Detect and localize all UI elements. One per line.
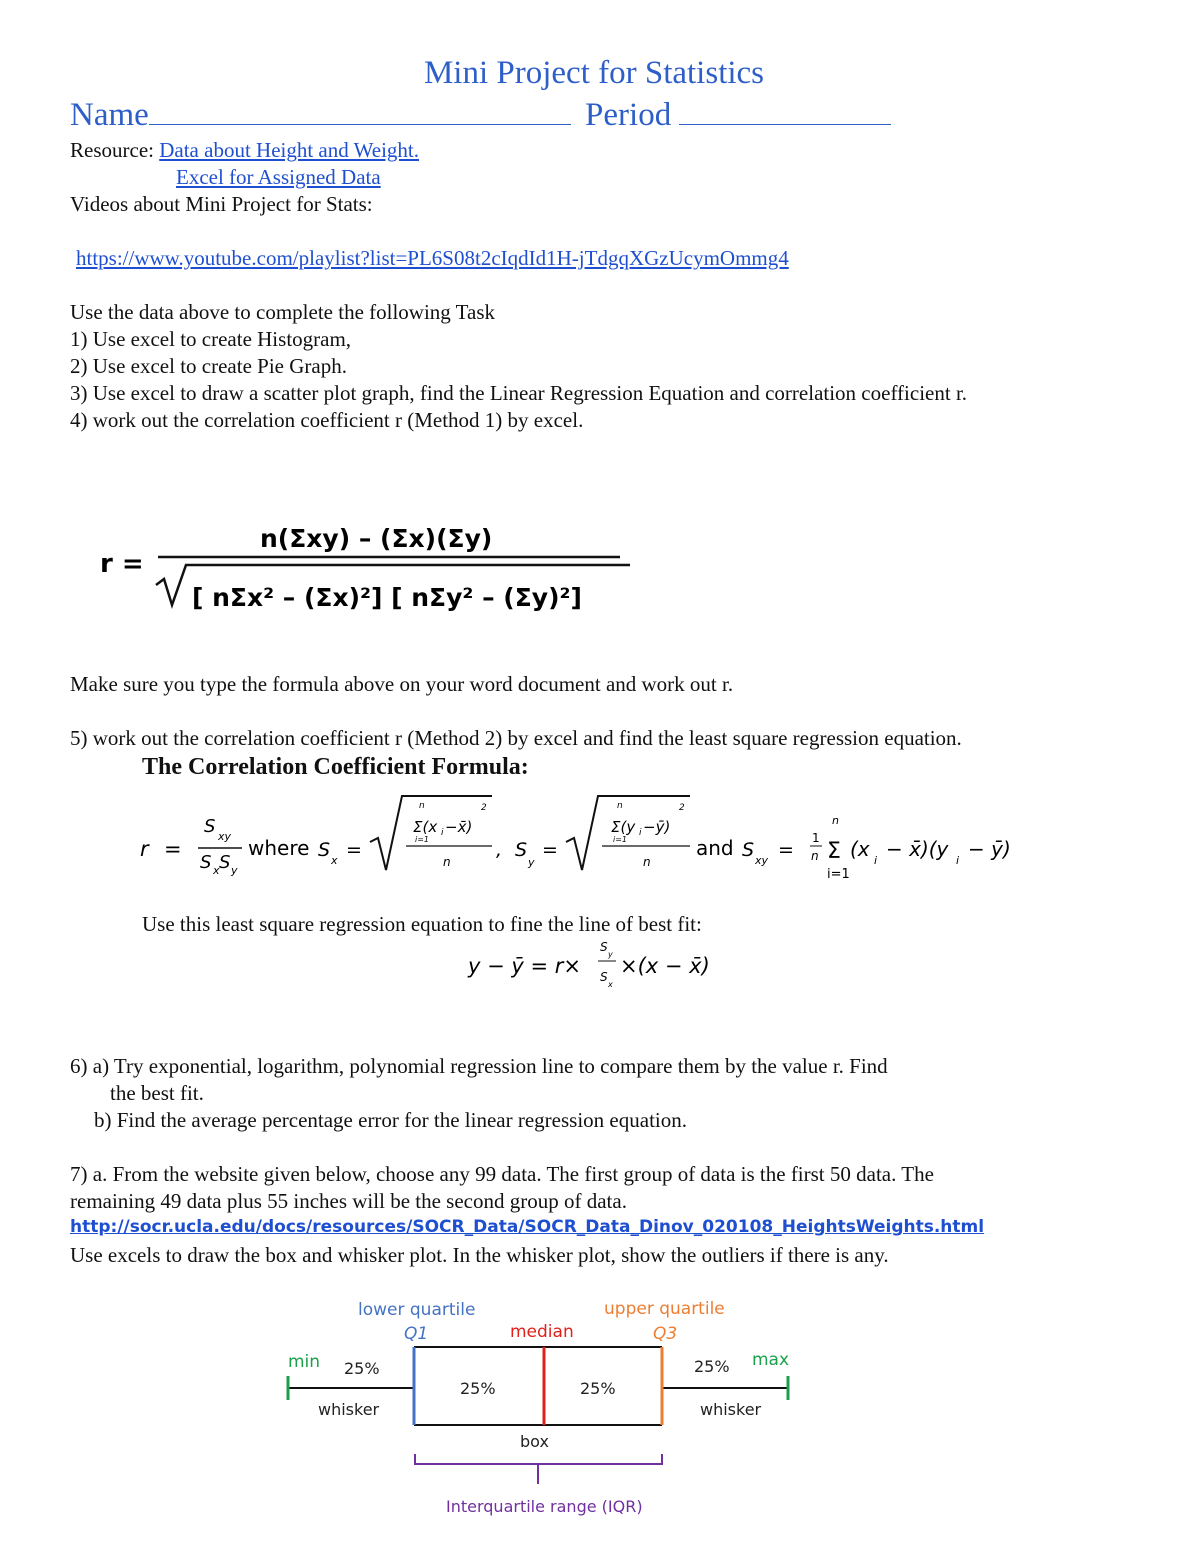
svg-text:=: = — [346, 839, 362, 861]
resource-label: Resource: — [70, 138, 154, 162]
svg-text:i: i — [639, 828, 642, 838]
svg-text:i=1: i=1 — [827, 867, 850, 882]
svg-text:n: n — [832, 814, 839, 827]
svg-text:− x̄)(y: − x̄)(y — [886, 837, 949, 861]
svg-text:S: S — [600, 970, 608, 984]
correlation-heading: The Correlation Coefficient Formula: — [142, 754, 529, 780]
iqr-bracket — [415, 1454, 662, 1464]
svg-text:n: n — [643, 855, 651, 869]
tasks-intro: Use the data above to complete the following Task — [70, 300, 496, 324]
svg-text:i=1: i=1 — [613, 835, 628, 844]
box-label: box — [520, 1432, 549, 1451]
task-1: 1) Use excel to create Histogram, — [70, 327, 352, 351]
svg-text:y: y — [608, 950, 613, 959]
pct-right: 25% — [694, 1357, 730, 1376]
name-label: Name — [70, 97, 149, 133]
task-6a-line1: 6) a) Try exponential, logarithm, polynomial regression line to compare them by the value r. Find — [70, 1054, 888, 1078]
period-label: Period — [585, 97, 672, 133]
svg-text:S: S — [600, 940, 608, 954]
svg-text:=: = — [778, 839, 794, 861]
formula-lhs: r = — [100, 549, 144, 579]
and-label: and — [696, 836, 734, 860]
upper-quartile-label: upper quartile — [604, 1299, 725, 1319]
svg-text:i: i — [441, 828, 444, 838]
task-4: 4) work out the correlation coefficient r (Method 1) by excel. — [70, 408, 584, 432]
svg-text:n: n — [443, 855, 451, 869]
task-7a-line2: remaining 49 data plus 55 inches will be the second group of data. — [70, 1189, 627, 1213]
task-6a-line2: the best fit. — [110, 1081, 204, 1105]
formula-denominator: [ nΣx² – (Σx)²] [ nΣy² – (Σy)²] — [192, 583, 582, 612]
task-6b: b) Find the average percentage error for the linear regression equation. — [94, 1108, 687, 1132]
svg-text:x: x — [331, 854, 338, 867]
svg-text:−x̄): −x̄) — [445, 818, 473, 836]
task-7b: Use excels to draw the box and whisker plot. In the whisker plot, show the outliers if there is any. — [70, 1243, 889, 1267]
median-label: median — [510, 1322, 574, 1342]
regression-equation — [460, 935, 740, 995]
svg-text:,: , — [496, 839, 503, 861]
min-label: min — [288, 1352, 321, 1372]
pearson-formula — [90, 505, 650, 625]
svg-text:i: i — [874, 854, 878, 867]
svg-text:n: n — [419, 801, 425, 811]
svg-text:S: S — [204, 816, 216, 837]
regression-intro: Use this least square regression equation to fine the line of best fit: — [142, 912, 702, 936]
svg-text:y: y — [231, 864, 238, 877]
resource-line — [70, 137, 419, 164]
svg-text:=: = — [164, 837, 182, 861]
whisker-left-label: whisker — [318, 1400, 380, 1419]
q1-label: Q1 — [404, 1324, 429, 1344]
svg-text:=: = — [542, 839, 558, 861]
svg-text:y − ȳ = r×: y − ȳ = r× — [468, 954, 581, 978]
svg-text:Σ(y: Σ(y — [611, 818, 636, 836]
name-blank[interactable] — [149, 96, 571, 125]
page-title: Mini Project for Statistics — [423, 55, 765, 91]
svg-text:2: 2 — [679, 803, 685, 813]
task-7a-line1: 7) a. From the website given below, choose any 99 data. The first group of data is the first 50 data. The — [70, 1162, 934, 1186]
videos-label: Videos about Mini Project for Stats: — [70, 192, 373, 216]
pct-box-right: 25% — [580, 1379, 616, 1398]
svg-text:Σ(x: Σ(x — [413, 818, 438, 836]
name-row — [70, 96, 891, 134]
svg-text:S: S — [200, 852, 212, 873]
svg-text:x: x — [213, 864, 220, 877]
svg-text:i=1: i=1 — [415, 835, 430, 844]
lower-quartile-label: lower quartile — [358, 1300, 476, 1320]
svg-text:S: S — [742, 839, 755, 861]
correlation-formula — [130, 788, 1030, 888]
where-label: where — [248, 836, 310, 860]
svg-text:r: r — [140, 837, 149, 861]
svg-text:xy: xy — [755, 854, 769, 867]
pct-box-left: 25% — [460, 1379, 496, 1398]
svg-text:n: n — [811, 849, 819, 863]
whisker-right-label: whisker — [700, 1400, 762, 1419]
iqr-label: Interquartile range (IQR) — [446, 1497, 643, 1516]
svg-text:y: y — [528, 856, 535, 869]
socr-data-link[interactable]: http://socr.ucla.edu/docs/resources/SOCR_Data/SOCR_Data_Dinov_020108_HeightsWeights.html — [70, 1217, 985, 1237]
task-2: 2) Use excel to create Pie Graph. — [70, 354, 347, 378]
height-weight-link[interactable]: Data about Height and Weight. — [159, 138, 420, 162]
max-label: max — [752, 1350, 790, 1370]
task-5: 5) work out the correlation coefficient r (Method 2) by excel and find the least square regression equation. — [70, 726, 962, 750]
pct-left: 25% — [344, 1359, 380, 1378]
excel-data-link[interactable]: Excel for Assigned Data — [176, 165, 381, 189]
q3-label: Q3 — [653, 1324, 678, 1344]
svg-text:−ȳ): −ȳ) — [643, 818, 671, 836]
svg-text:S: S — [318, 839, 331, 861]
box-whisker-diagram — [270, 1290, 810, 1530]
svg-text:×(x − x̄): ×(x − x̄) — [620, 954, 710, 978]
svg-text:− ȳ): − ȳ) — [968, 837, 1011, 861]
formula-numerator: n(Σxy) – (Σx)(Σy) — [260, 524, 493, 553]
youtube-link[interactable]: https://www.youtube.com/playlist?list=PL6S08t2cIqdId1H-jTdgqXGzUcymOmmg4 — [76, 246, 789, 270]
svg-text:xy: xy — [218, 830, 232, 843]
svg-text:1: 1 — [812, 831, 820, 845]
svg-text:S: S — [515, 839, 528, 861]
svg-text:x: x — [608, 980, 613, 989]
svg-text:n: n — [617, 801, 623, 811]
svg-text:S: S — [219, 852, 231, 873]
task-3: 3) Use excel to draw a scatter plot graph, find the Linear Regression Equation and correlation coefficient r. — [70, 381, 968, 405]
svg-text:Σ: Σ — [827, 839, 841, 864]
period-blank[interactable] — [679, 96, 891, 125]
svg-text:i: i — [956, 854, 960, 867]
note-type-formula: Make sure you type the formula above on your word document and work out r. — [70, 672, 734, 696]
svg-text:(x: (x — [850, 837, 870, 861]
svg-text:2: 2 — [481, 803, 487, 813]
